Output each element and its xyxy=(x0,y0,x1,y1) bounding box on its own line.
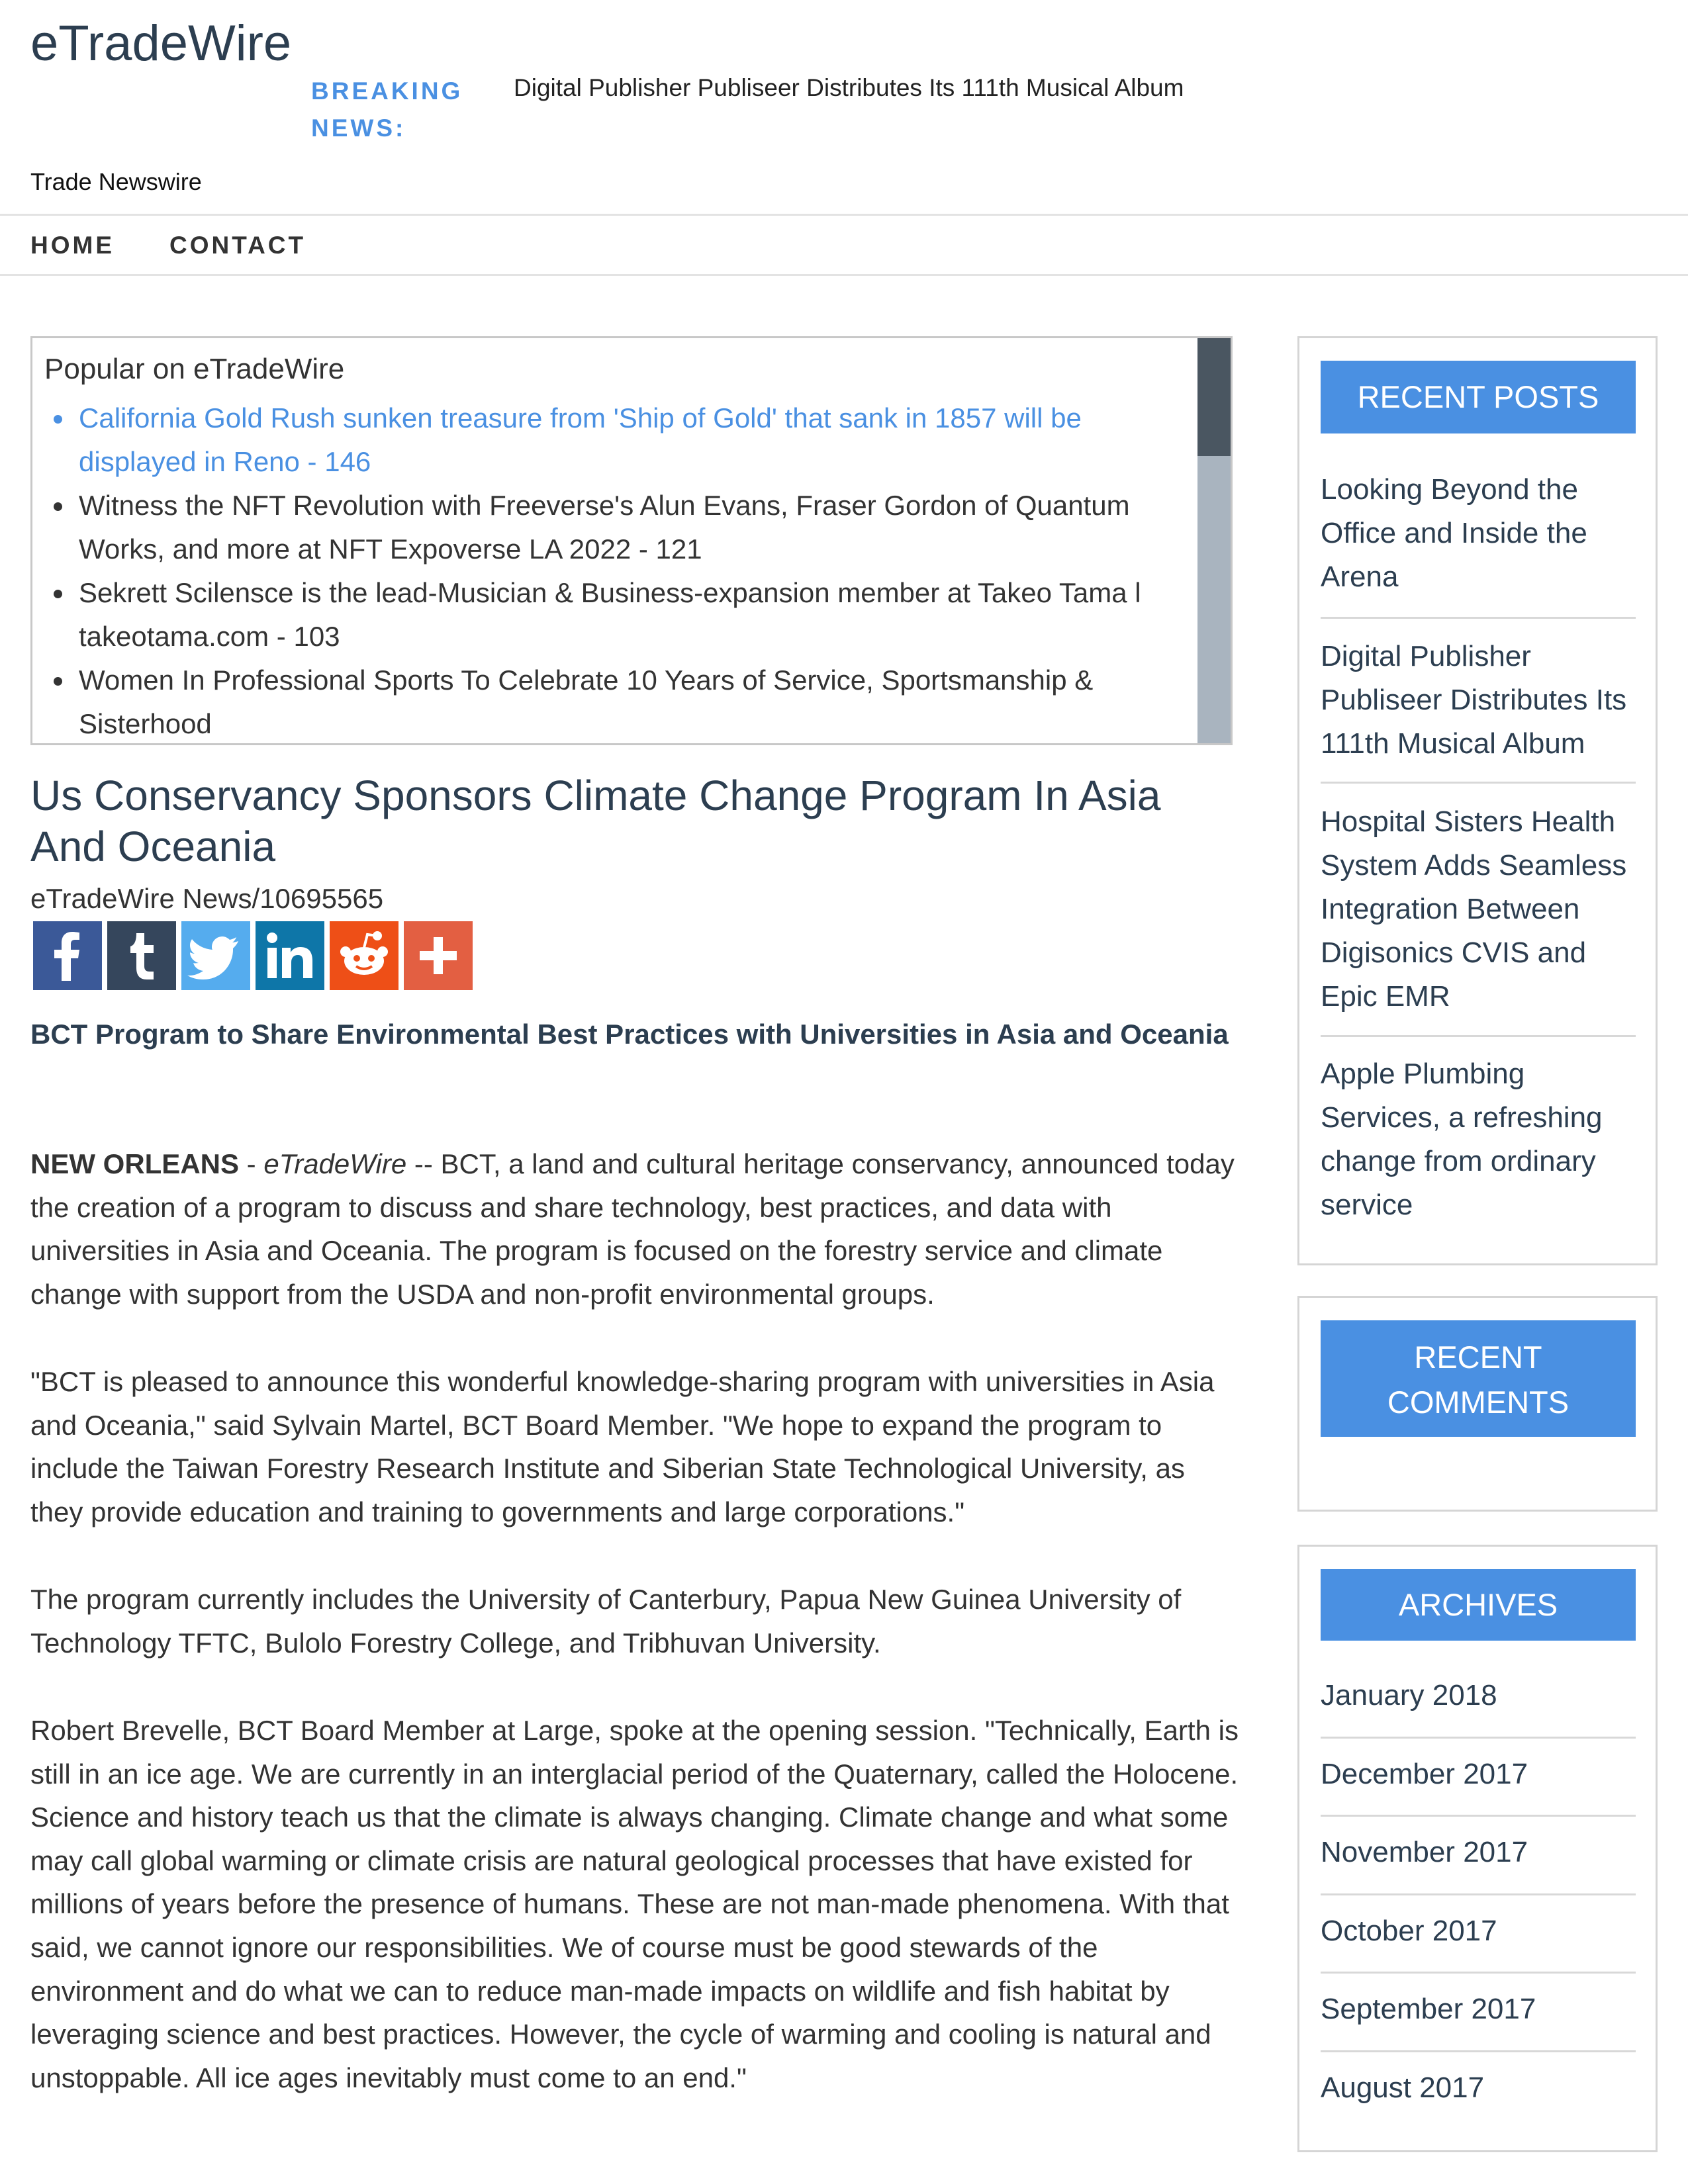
breaking-news-headline[interactable]: Digital Publisher Publiseer Distributes Its 111th Musical Album xyxy=(514,74,1184,101)
recent-posts-title: RECENT POSTS xyxy=(1321,361,1636,433)
plus-icon xyxy=(404,921,473,990)
linkedin-icon xyxy=(256,921,324,990)
article-paragraph-2: "BCT is pleased to announce this wonderful knowledge-sharing program with universities in Asia and Oceania," said Sylvain Martel, BCT Board Member. "We hope to expand the program to include the Taiwan Forestry Research Institute and Siberian State Technological University, as they provide education and training to governments and large corporations." xyxy=(30,1366,1215,1527)
site-tagline: Trade Newswire xyxy=(30,168,202,195)
archive-link[interactable]: October 2017 xyxy=(1321,1915,1497,1947)
more-share-button[interactable] xyxy=(404,921,473,990)
divider xyxy=(1321,2050,1636,2052)
archives-widget xyxy=(1297,1545,1658,2152)
article-paragraph-4: Robert Brevelle, BCT Board Member at Large, spoke at the opening session. "Technically, Earth is still in an ice age. We are currently in an interglacial period of the Quaternary, called the Holocene. Science and history teach us that the climate is always changing. Climate change and what some may call global warming or climate crisis are natural geological processes that have existed for millions of years before the presence of humans. These are not man-made phenomena. With that said, we cannot ignore our responsibilities. We of course must be good stewards of the environment and do what we can to reduce man-made impacts on wildlife and fish habitat by leveraging science and best practices. However, the cycle of warming and cooling is natural and unstoppable. All ice ages inevitably must come to an end." xyxy=(30,1715,1239,2093)
nav-contact-link[interactable]: CONTACT xyxy=(169,232,306,259)
tumblr-share-button[interactable] xyxy=(107,921,176,990)
archive-link[interactable]: August 2017 xyxy=(1321,2071,1485,2104)
nav-home-link[interactable]: HOME xyxy=(30,232,115,259)
article-paragraph-3: The program currently includes the University of Canterbury, Papua New Guinea University of Technology TFTC, Bulolo Forestry College, and Tribhuvan University. xyxy=(30,1584,1182,1659)
paragraph-text: -- BCT, a land and cultural heritage conservancy, announced today the creation of a program to discuss and share technology, best practices, and data with universities in Asia and Oceania. The program is focused on the forestry service and climate change with support from the USDA and non-profit environmental groups. xyxy=(30,1148,1235,1310)
reddit-icon xyxy=(330,921,399,990)
archive-link[interactable]: January 2018 xyxy=(1321,1679,1497,1711)
twitter-share-button[interactable] xyxy=(181,921,250,990)
recent-posts-widget xyxy=(1297,336,1658,1265)
popular-scrollbar-thumb[interactable] xyxy=(1197,338,1231,456)
twitter-icon xyxy=(181,921,250,990)
article-subhead: BCT Program to Share Environmental Best Practices with Universities in Asia and Oceania xyxy=(30,1019,1229,1050)
article-source: eTradeWire xyxy=(263,1148,407,1179)
archive-link[interactable]: September 2017 xyxy=(1321,1993,1536,2025)
divider xyxy=(1321,782,1636,784)
divider xyxy=(1321,1737,1636,1739)
popular-item[interactable]: • Sekrett Scilensce is the lead-Musician & Business-expansion member at Takeo Tama l takeotama.com - 103 xyxy=(75,571,1197,659)
popular-item[interactable]: • California Gold Rush sunken treasure from 'Ship of Gold' that sank in 1857 will be displayed in Reno - 146 xyxy=(75,396,1197,484)
linkedin-share-button[interactable] xyxy=(256,921,324,990)
facebook-share-button[interactable] xyxy=(33,921,102,990)
recent-post-link[interactable]: Digital Publisher Publiseer Distributes Its 111th Musical Album xyxy=(1321,640,1627,760)
divider xyxy=(1321,1972,1636,1974)
site-title[interactable]: eTradeWire xyxy=(30,15,292,71)
recent-comments-widget xyxy=(1297,1296,1658,1512)
popular-item[interactable]: • Women In Professional Sports To Celebrate 10 Years of Service, Sportsmanship & Sisterhood xyxy=(75,659,1197,745)
popular-box xyxy=(30,336,1233,745)
divider xyxy=(1321,1893,1636,1895)
popular-title: Popular on eTradeWire xyxy=(44,353,345,385)
archives-title: ARCHIVES xyxy=(1321,1569,1636,1641)
article-news-id: eTradeWire News/10695565 xyxy=(30,883,384,914)
dateline-dash: - xyxy=(239,1148,264,1179)
divider xyxy=(1321,1815,1636,1817)
reddit-share-button[interactable] xyxy=(330,921,399,990)
popular-list xyxy=(32,396,1197,745)
article-headline: Us Conservancy Sponsors Climate Change Program In Asia And Oceania xyxy=(30,772,1161,870)
archive-link[interactable]: November 2017 xyxy=(1321,1836,1528,1868)
archive-link[interactable]: December 2017 xyxy=(1321,1758,1528,1790)
breaking-news-label: BREAKING NEWS: xyxy=(311,77,463,142)
main-nav xyxy=(0,214,1688,276)
article-dateline: NEW ORLEANS xyxy=(30,1148,239,1179)
divider xyxy=(1321,617,1636,619)
popular-item[interactable]: • Witness the NFT Revolution with Freeverse's Alun Evans, Fraser Gordon of Quantum Works, and more at NFT Expoverse LA 2022 - 121 xyxy=(75,484,1197,571)
article-paragraph-1 xyxy=(30,1142,1242,1316)
facebook-icon xyxy=(33,921,102,990)
recent-post-link[interactable]: Apple Plumbing Services, a refreshing change from ordinary service xyxy=(1321,1058,1603,1221)
recent-post-link[interactable]: Hospital Sisters Health System Adds Seamless Integration Between Digisonics CVIS and Epic EMR xyxy=(1321,805,1627,1013)
tumblr-icon xyxy=(107,921,176,990)
popular-scrollbar[interactable] xyxy=(1197,338,1231,743)
recent-post-link[interactable]: Looking Beyond the Office and Inside the Arena xyxy=(1321,473,1587,593)
divider xyxy=(1321,1035,1636,1037)
recent-comments-title: RECENT COMMENTS xyxy=(1321,1320,1636,1437)
